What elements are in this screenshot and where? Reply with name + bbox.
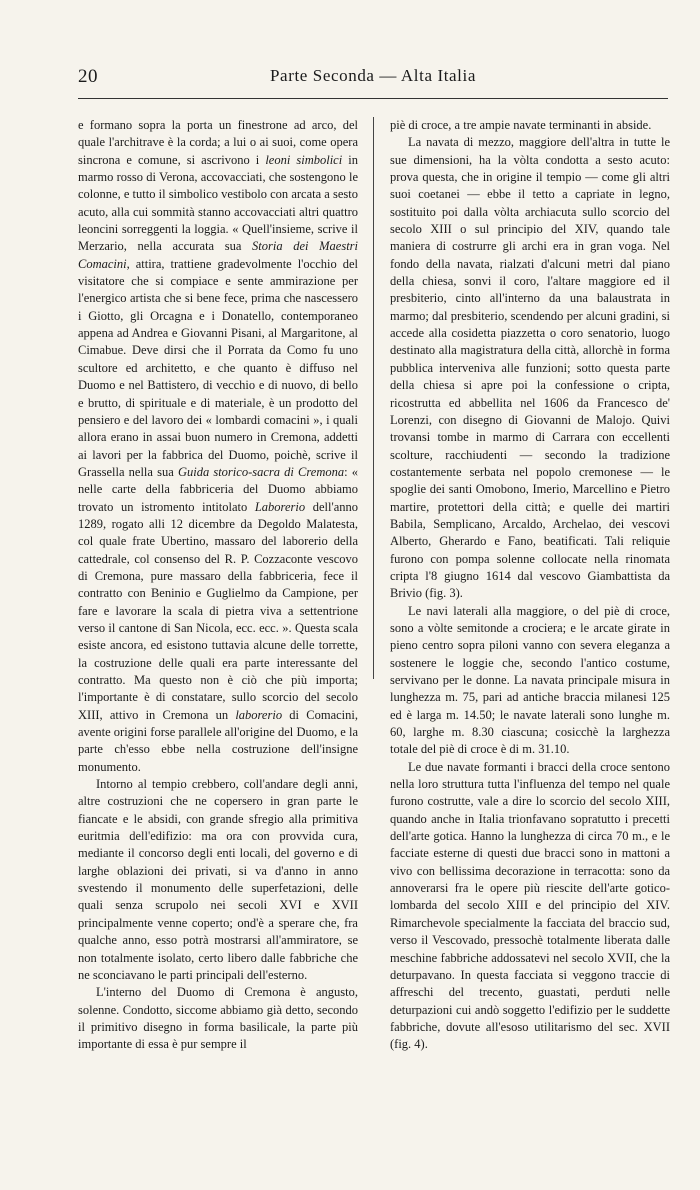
paragraph: Le navi laterali alla maggiore, o del piè di croce, sono a vòlte semitonde a crociera; e le arcate girate in pieno centro sopra piloni vanno con severa eleganza a sostenere le loggie che, secondo l'antico costume, servivano per le donne. La navata principale misura in lunghezza m. 75, pari ad antiche braccia milanesi 125 ed è larga m. 14.50; le navate laterali sono lunghe m. 60, larghe m. 8.30 ciascuna; cosicchè la larghezza totale del piè di croce è di m. 31.10.	[390, 603, 670, 757]
paragraph: La navata di mezzo, maggiore dell'altra in tutte le sue dimensioni, ha la vòlta condotta a sesto acuto: prova questa, che in origine il tempio — come gli altri suoi coetanei — ebbe il tetto a capriate in legno, sostituito poi dalla vòlta archiacuta sullo scorcio del secolo XIII o sul principio del XIV, quando tale maniera di costrurre gli archi era in gran voga. Nel fondo della navata, rialzati d'alcuni metri dal piano della chiesa, sonvi il coro, l'altare maggiore ed il presbiterio, cinto all'interno da una balaustrata in marmo; dal presbiterio, scendendo per alcuni gradini, si accede alla cosidetta piazzetta o coro senatorio, luogo destinato alla magistratura della città, allorchè in forma pubblica interveniva alle funzioni; sotto questa parte della chiesa si apre poi la confessione o cripta, ricostrutta ed abbellita nel 1606 da Francesco de' Lorenzi, con disegno di Giovanni de Malojo. Quivi trovansi tombe in marmo di Carrara con eccellenti scolture, racchiudenti — secondo la tradizione costantemente serbata nel popolo cremonese — le spoglie dei santi Omobono, Imerio, Marcellino e Pietro martire, protettori della città; e quelle dei martiri Babila, Semplicano, Arcaldo, Archelao, dei vescovi Alberto, Gherardo e Fano, beatificati. Tali reliquie furono con pompa solenne collocate nella rinomata cripta l'8 giugno 1614 dal vescovo Giambattista da Brivio (fig. 3).	[390, 135, 670, 601]
text-run: in marmo rosso di Verona, accovacciati, che sostengono le colonne, e tutto il simbolico vestibolo con arcata a sesto acuto, alla cui sommità stanno accovacciati altri quattro leoncini sorreggenti la loggia. « Quell'insieme, scrive il Merzario, nella accurata sua	[78, 152, 358, 254]
running-title: Parte Seconda — Alta Italia	[270, 66, 476, 85]
paragraph: Intorno al tempio crebbero, coll'andare degli anni, altre costruzioni che ne copersero in gran parte le fiancate e le absidi, con grande sfregio alla primitiva euritmia dell'edifizio: ma ora con provvida cura, mediante il concorso degli enti locali, del governo e di larghe oblazioni dei privati, si va d'anno in anno svestendo il monumento delle superfetazioni, delle quali senza scrupolo nei secoli XVI e XVII principalmente venne coperto; ond'è a sperare che, fra qualche anno, esso potrà mostrarsi all'ammiratore, se non totalmente isolato, certo libero dalle fabbriche che ne sconciavano le parti principali dell'esterno.	[78, 777, 358, 982]
paragraph	[78, 117, 358, 776]
italic-term: Laborerio	[254, 499, 306, 514]
italic-term: leoni simbolici	[265, 152, 343, 167]
text-run: e formano sopra la porta un finestrone ad arco, del quale l'architrave è la corda; a lui o ai suoi, come opera sincrona e comune, si ascrivono i	[78, 118, 358, 167]
right-column	[390, 117, 670, 1054]
left-column	[78, 117, 358, 1054]
page-number: 20	[78, 66, 98, 87]
text-run: dell'anno 1289, rogato alli 12 dicembre da Degoldo Malatesta, col quale frate Ubertino, massaro del laborerio della cattedrale, col consenso del R. P. Cozzaconte vescovo di Cremona, pure massaro della fabbriceria, fece il contratto con Beninio e Guglielmo da Campione, per fare e lavorare la scala di pietra viva a settentrione verso il cantone di San Nicola, ecc. ecc. ». Questa scala esiste ancora, ed esistono tuttavia alcune delle torrette, la costruzione delle quali era parte interessante del contratto. Ma questo non è ciò che più importa; l'importante è di constatare, sullo scorcio del secolo XIII, attivo in Cremona un	[78, 499, 358, 722]
italic-title: Storia dei Maestri Comacini	[78, 239, 359, 271]
text-run: : « nelle carte della fabbriceria del Duomo abbiamo trovato un istromento intitolato	[78, 464, 358, 514]
paragraph: L'interno del Duomo di Cremona è angusto, solenne. Condotto, siccome abbiamo già detto, secondo il primitivo disegno in forma basilicale, la parte più importante di essa è pur sempre il	[78, 985, 358, 1052]
column-divider	[373, 117, 374, 679]
text-run: , attira, trattiene gradevolmente l'occhio del visitatore che si compiace e sente ammirazione per l'energico artista che si bene fece, prima che nascessero i Giotto, gli Orcagna e i Donatello, contemporaneo appena ad Andrea e Giovanni Pisani, al Margaritone, al Cimabue. Deve dirsi che il Porrata da Como fu uno scultore ed architetto, e che quanto è diffuso nel Duomo e nel Battistero, di vecchio e di nuovo, di bello e brutto, di spirituale e di materiale, è un prodotto del pensiero e del lavoro dei « lombardi comacini », i quali allora erano in assai buon numero in Cremona, addetti ai lavori per la fabbrica del Duomo, poichè, scrive il Grassella nella sua	[78, 256, 358, 479]
text-columns	[78, 117, 668, 1147]
paragraph: Le due navate formanti i bracci della croce sentono nella loro struttura tutta l'influenza del tempo nel quale furono costrutte, vale a dire lo scorcio del secolo XIII, quando anche in Italia trionfavano sopratutto i precetti dell'arte gotica. Hanno la lunghezza di circa 70 m., e le facciate esterne di questi due bracci sono in mattoni a vivo con bellissima decorazione in terracotta: sono da annoverarsi fra le opere più riescite dell'arte gotico-lombarda del secolo XIII e del principio del XIV. Rimarchevole specialmente la facciata del braccio sud, verso il Vescovado, pressochè totalmente liberata dalle meschine fabbriche addossatevi nel secolo XVII, che la deturpavano. In questa facciata si veggono traccie di affreschi del trecento, guastati, perduti nelle deturpazioni cui andò soggetto l'edifizio per le suddette fabbriche, dovute all'esoso utilitarismo del sec. XVII (fig. 4).	[390, 759, 670, 1052]
running-header	[78, 64, 668, 99]
italic-term: laborerio	[235, 707, 283, 722]
text-run: di Comacini, avente origini forse parallele all'origine del Duomo, e la parte ch'esso ebbe nella costruzione dell'insigne monumento.	[78, 707, 358, 774]
italic-title: Guida storico-sacra di Cremona	[177, 464, 345, 479]
paragraph: piè di croce, a tre ampie navate terminanti in abside.	[390, 118, 652, 132]
